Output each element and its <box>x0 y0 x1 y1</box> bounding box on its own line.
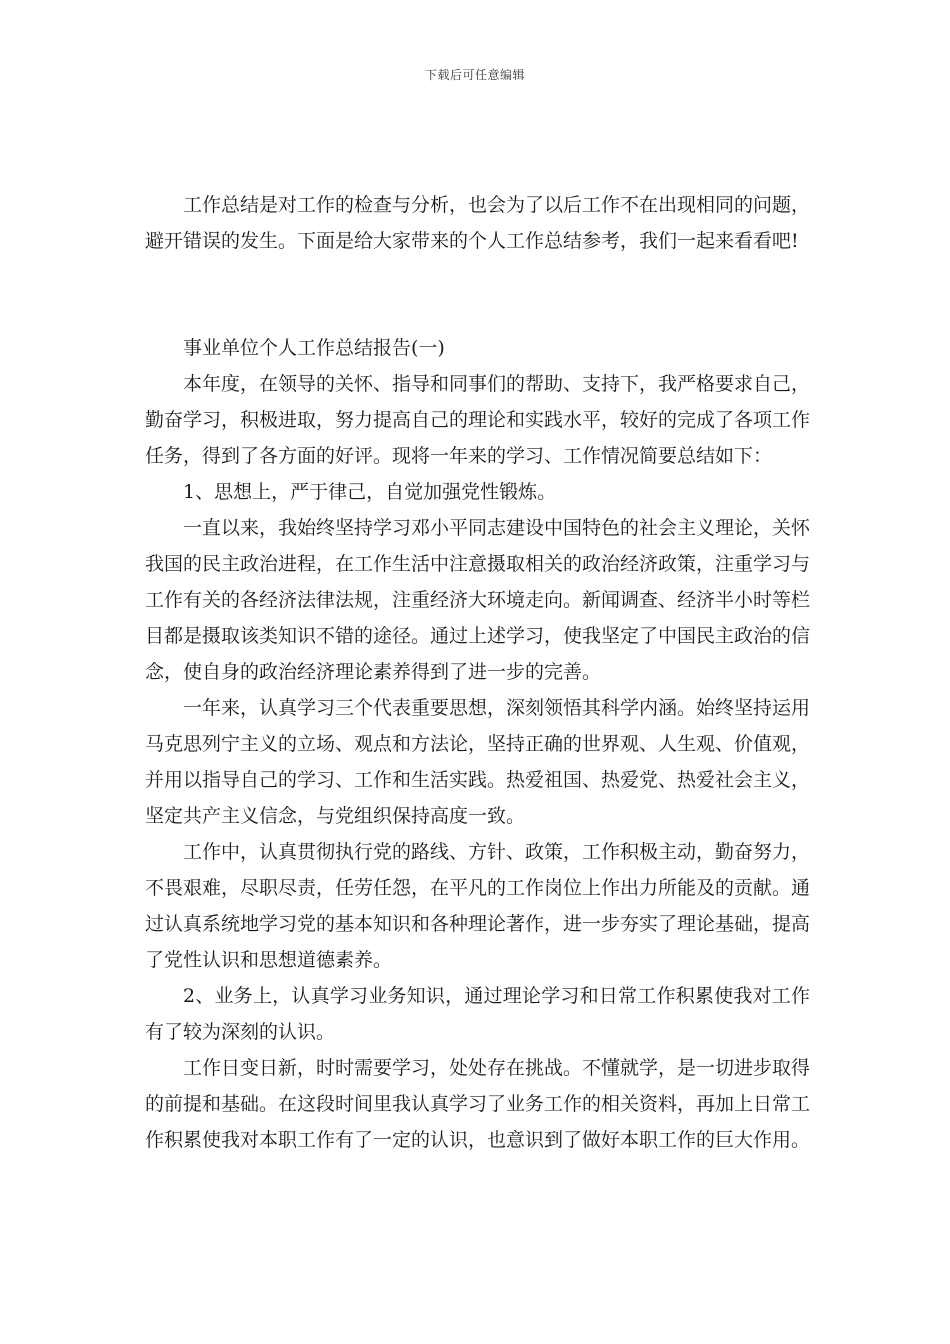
intro-section <box>145 187 810 259</box>
article-paragraph-5: 工作日变日新，时时需要学习，处处存在挑战。不懂就学，是一切进步取得的前提和基础。在这段时间里我认真学习了业务工作的相关资料，再加上日常工作积累使我对本职工作有了一定的认识，也意识到了做好本职工作的巨大作用。 <box>145 1057 811 1151</box>
article-paragraph-1: 本年度，在领导的关怀、指导和同事们的帮助、支持下，我严格要求自己，勤奋学习，积极进取，努力提高自己的理论和实践水平，较好的完成了各项工作任务，得到了各方面的好评。现将一年来的学习、工作情况简要总结如下： <box>145 373 811 467</box>
section-heading-2: 2、业务上，认真学习业务知识，通过理论学习和日常工作积累使我对工作有了较为深刻的认识。 <box>145 985 810 1043</box>
article-paragraph-2: 一直以来，我始终坚持学习邓小平同志建设中国特色的社会主义理论，关怀我国的民主政治进程，在工作生活中注意摄取相关的政治经济政策，注重学习与工作有关的各经济法律法规，注重经济大环境走向。新闻调查、经济半小时等栏目都是摄取该类知识不错的途径。通过上述学习，使我坚定了中国民主政治的信念，使自身的政治经济理论素养得到了进一步的完善。 <box>145 517 811 683</box>
article-paragraph-4: 工作中，认真贯彻执行党的路线、方针、政策，工作积极主动，勤奋努力，不畏艰难，尽职尽责，任劳任怨，在平凡的工作岗位上作出力所能及的贡献。通过认真系统地学习党的基本知识和各种理论著作，进一步夯实了理论基础，提高了党性认识和思想道德素养。 <box>145 841 811 971</box>
header-note: 下载后可任意编辑 <box>424 68 525 82</box>
section-heading-1: 1、思想上，严于律己，自觉加强党性锻炼。 <box>183 481 557 503</box>
intro-paragraph: 工作总结是对工作的检查与分析，也会为了以后工作不在出现相同的问题，避开错误的发生。下面是给大家带来的个人工作总结参考，我们一起来看看吧! <box>145 194 811 252</box>
article-paragraph-3: 一年来，认真学习三个代表重要思想，深刻领悟其科学内涵。始终坚持运用马克思列宁主义的立场、观点和方法论，坚持正确的世界观、人生观、价值观，并用以指导自己的学习、工作和生活实践。热爱祖国、热爱党、热爱社会主义，坚定共产主义信念，与党组织保持高度一致。 <box>145 697 811 827</box>
article-section <box>145 330 810 1158</box>
article-title: 事业单位个人工作总结报告(一) <box>183 337 445 359</box>
